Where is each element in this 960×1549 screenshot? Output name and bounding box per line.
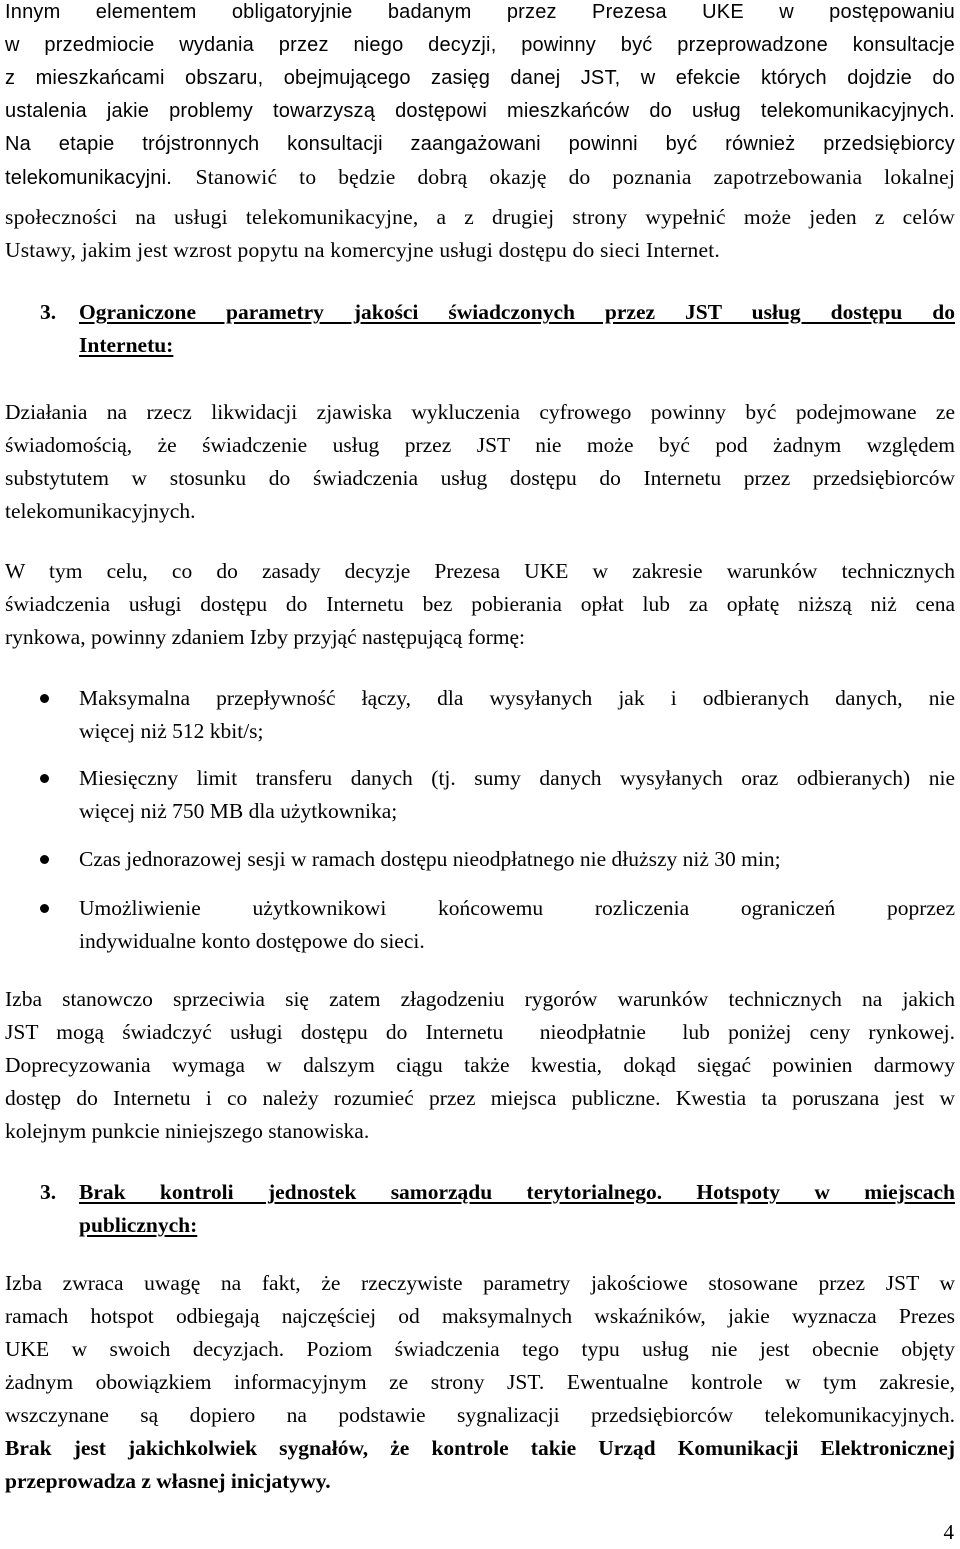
list-item-text	[79, 682, 955, 748]
text-line: ramach hotspot odbiegają najczęściej od maksymalnych wskaźników, jakie wyznacza Prezes	[5, 1304, 955, 1328]
text-line: Ustawy, jakim jest wzrost popytu na komercyjne usługi dostępu do sieci Internet.	[5, 238, 721, 262]
section-number: 3.	[40, 300, 57, 324]
list-item-text	[79, 843, 955, 876]
text-line: Innym elementem obligatoryjnie badanym przez Prezesa UKE w postępowaniu	[5, 1, 955, 23]
text-line-split	[5, 161, 955, 201]
text-line-bold: Brak jest jakichkolwiek sygnałów, że kontrole takie Urząd Komunikacji Elektronicznej	[5, 1436, 955, 1460]
text-line: dostęp do Internetu i co należy rozumieć przez miejsca publiczne. Kwestia ta poruszana jest w	[5, 1086, 955, 1110]
text-line: więcej niż 750 MB dla użytkownika;	[79, 799, 398, 823]
section-heading-control	[40, 1176, 955, 1242]
text-line: Maksymalna przepływność łączy, dla wysyłanych jak i odbieranych danych, nie	[79, 686, 955, 710]
text-line: żadnym obowiązkiem informacyjnym ze strony JST. Ewentualne kontrole w tym zakresie,	[5, 1370, 955, 1394]
bullet-icon	[40, 904, 49, 913]
text-line: Izba zwraca uwagę na fakt, że rzeczywiste parametry jakościowe stosowane przez JST w	[5, 1271, 955, 1295]
list-item	[40, 762, 955, 828]
list-item	[40, 682, 955, 748]
text-line: wszczynane są dopiero na podstawie sygnalizacji przedsiębiorców telekomunikacyjnych.	[5, 1403, 955, 1427]
section-title	[79, 1176, 955, 1242]
text-line: telekomunikacyjnych.	[5, 499, 196, 523]
text-line-part: Stanowić to będzie dobrą okazję do poznania zapotrzebowania lokalnej	[195, 165, 956, 189]
title-line: Internetu:	[79, 333, 174, 357]
text-line: Czas jednorazowej sesji w ramach dostępu nieodpłatnego nie dłuższy niż 30 min;	[79, 847, 781, 871]
section-heading-quality	[40, 296, 955, 362]
list-item-text	[79, 762, 955, 828]
paragraph-objection	[5, 983, 955, 1148]
text-line: Na etapie trójstronnych konsultacji zaangażowani powinni być również przedsiębiorcy	[5, 133, 955, 155]
section-title	[79, 296, 955, 362]
text-line: świadomością, że świadczenie usług przez JST nie może być pod żadnym względem	[5, 433, 955, 457]
bullet-icon	[40, 855, 49, 864]
text-line: indywidualne konto dostępowe do sieci.	[79, 929, 425, 953]
text-line: substytutem w stosunku do świadczenia usług dostępu do Internetu przez przedsiębiorców	[5, 466, 955, 490]
text-line: więcej niż 512 kbit/s;	[79, 719, 264, 743]
text-line: Działania na rzecz likwidacji zjawiska wykluczenia cyfrowego powinny być podejmowane ze	[5, 400, 955, 424]
title-line: publicznych:	[79, 1213, 198, 1237]
text-line: rynkowa, powinny zdaniem Izby przyjąć następującą formę:	[5, 625, 525, 649]
bullet-icon	[40, 694, 49, 703]
text-line: Izba stanowczo sprzeciwia się zatem złagodzeniu rygorów warunków technicznych na jakich	[5, 987, 955, 1011]
paragraph-hotspots	[5, 1267, 955, 1498]
text-line-part: telekomunikacyjni.	[5, 167, 173, 189]
page-number: 4	[943, 1520, 954, 1544]
title-line: Ograniczone parametry jakości świadczonych przez JST usług dostępu do	[79, 300, 955, 324]
list-item-text	[79, 892, 955, 958]
section-number: 3.	[40, 1180, 57, 1204]
text-line-bold: przeprowadza z własnej inicjatywy.	[5, 1469, 331, 1493]
title-line: Brak kontroli jednostek samorządu terytorialnego. Hotspoty w miejscach	[79, 1180, 955, 1204]
bullet-icon	[40, 774, 49, 783]
text-line: ustalenia jakie problemy towarzyszą dostępowi mieszkańców do usług telekomunikacyjnych.	[5, 100, 955, 122]
list-item	[40, 892, 955, 958]
paragraph-conditions	[5, 555, 955, 654]
list-item	[40, 843, 955, 876]
text-line: W tym celu, co do zasady decyzje Prezesa UKE w zakresie warunków technicznych	[5, 559, 955, 583]
text-line: społeczności na usługi telekomunikacyjne, a z drugiej strony wypełnić może jeden z celów	[5, 205, 955, 229]
text-line: UKE w swoich decyzjach. Poziom świadczenia tego typu usług nie jest obecnie objęty	[5, 1337, 955, 1361]
text-line: świadczenia usługi dostępu do Internetu bez pobierania opłat lub za opłatę niższą niż cena	[5, 592, 955, 616]
text-line: Umożliwienie użytkownikowi końcowemu rozliczenia ograniczeń poprzez	[79, 896, 955, 920]
text-line: w przedmiocie wydania przez niego decyzji, powinny być przeprowadzone konsultacje	[5, 34, 955, 56]
text-line: JST mogą świadczyć usługi dostępu do Internetu nieodpłatnie lub poniżej ceny rynkowej.	[5, 1020, 955, 1044]
paragraph-intro	[5, 0, 955, 267]
paragraph-digital-exclusion	[5, 396, 955, 528]
text-line: Miesięczny limit transferu danych (tj. sumy danych wysyłanych oraz odbieranych) nie	[79, 766, 955, 790]
text-line: z mieszkańcami obszaru, obejmującego zasięg danej JST, w efekcie których dojdzie do	[5, 67, 955, 89]
text-line: kolejnym punkcie niniejszego stanowiska.	[5, 1119, 370, 1143]
text-line: Doprecyzowania wymaga w dalszym ciągu także kwestia, dokąd sięgać powinien darmowy	[5, 1053, 955, 1077]
